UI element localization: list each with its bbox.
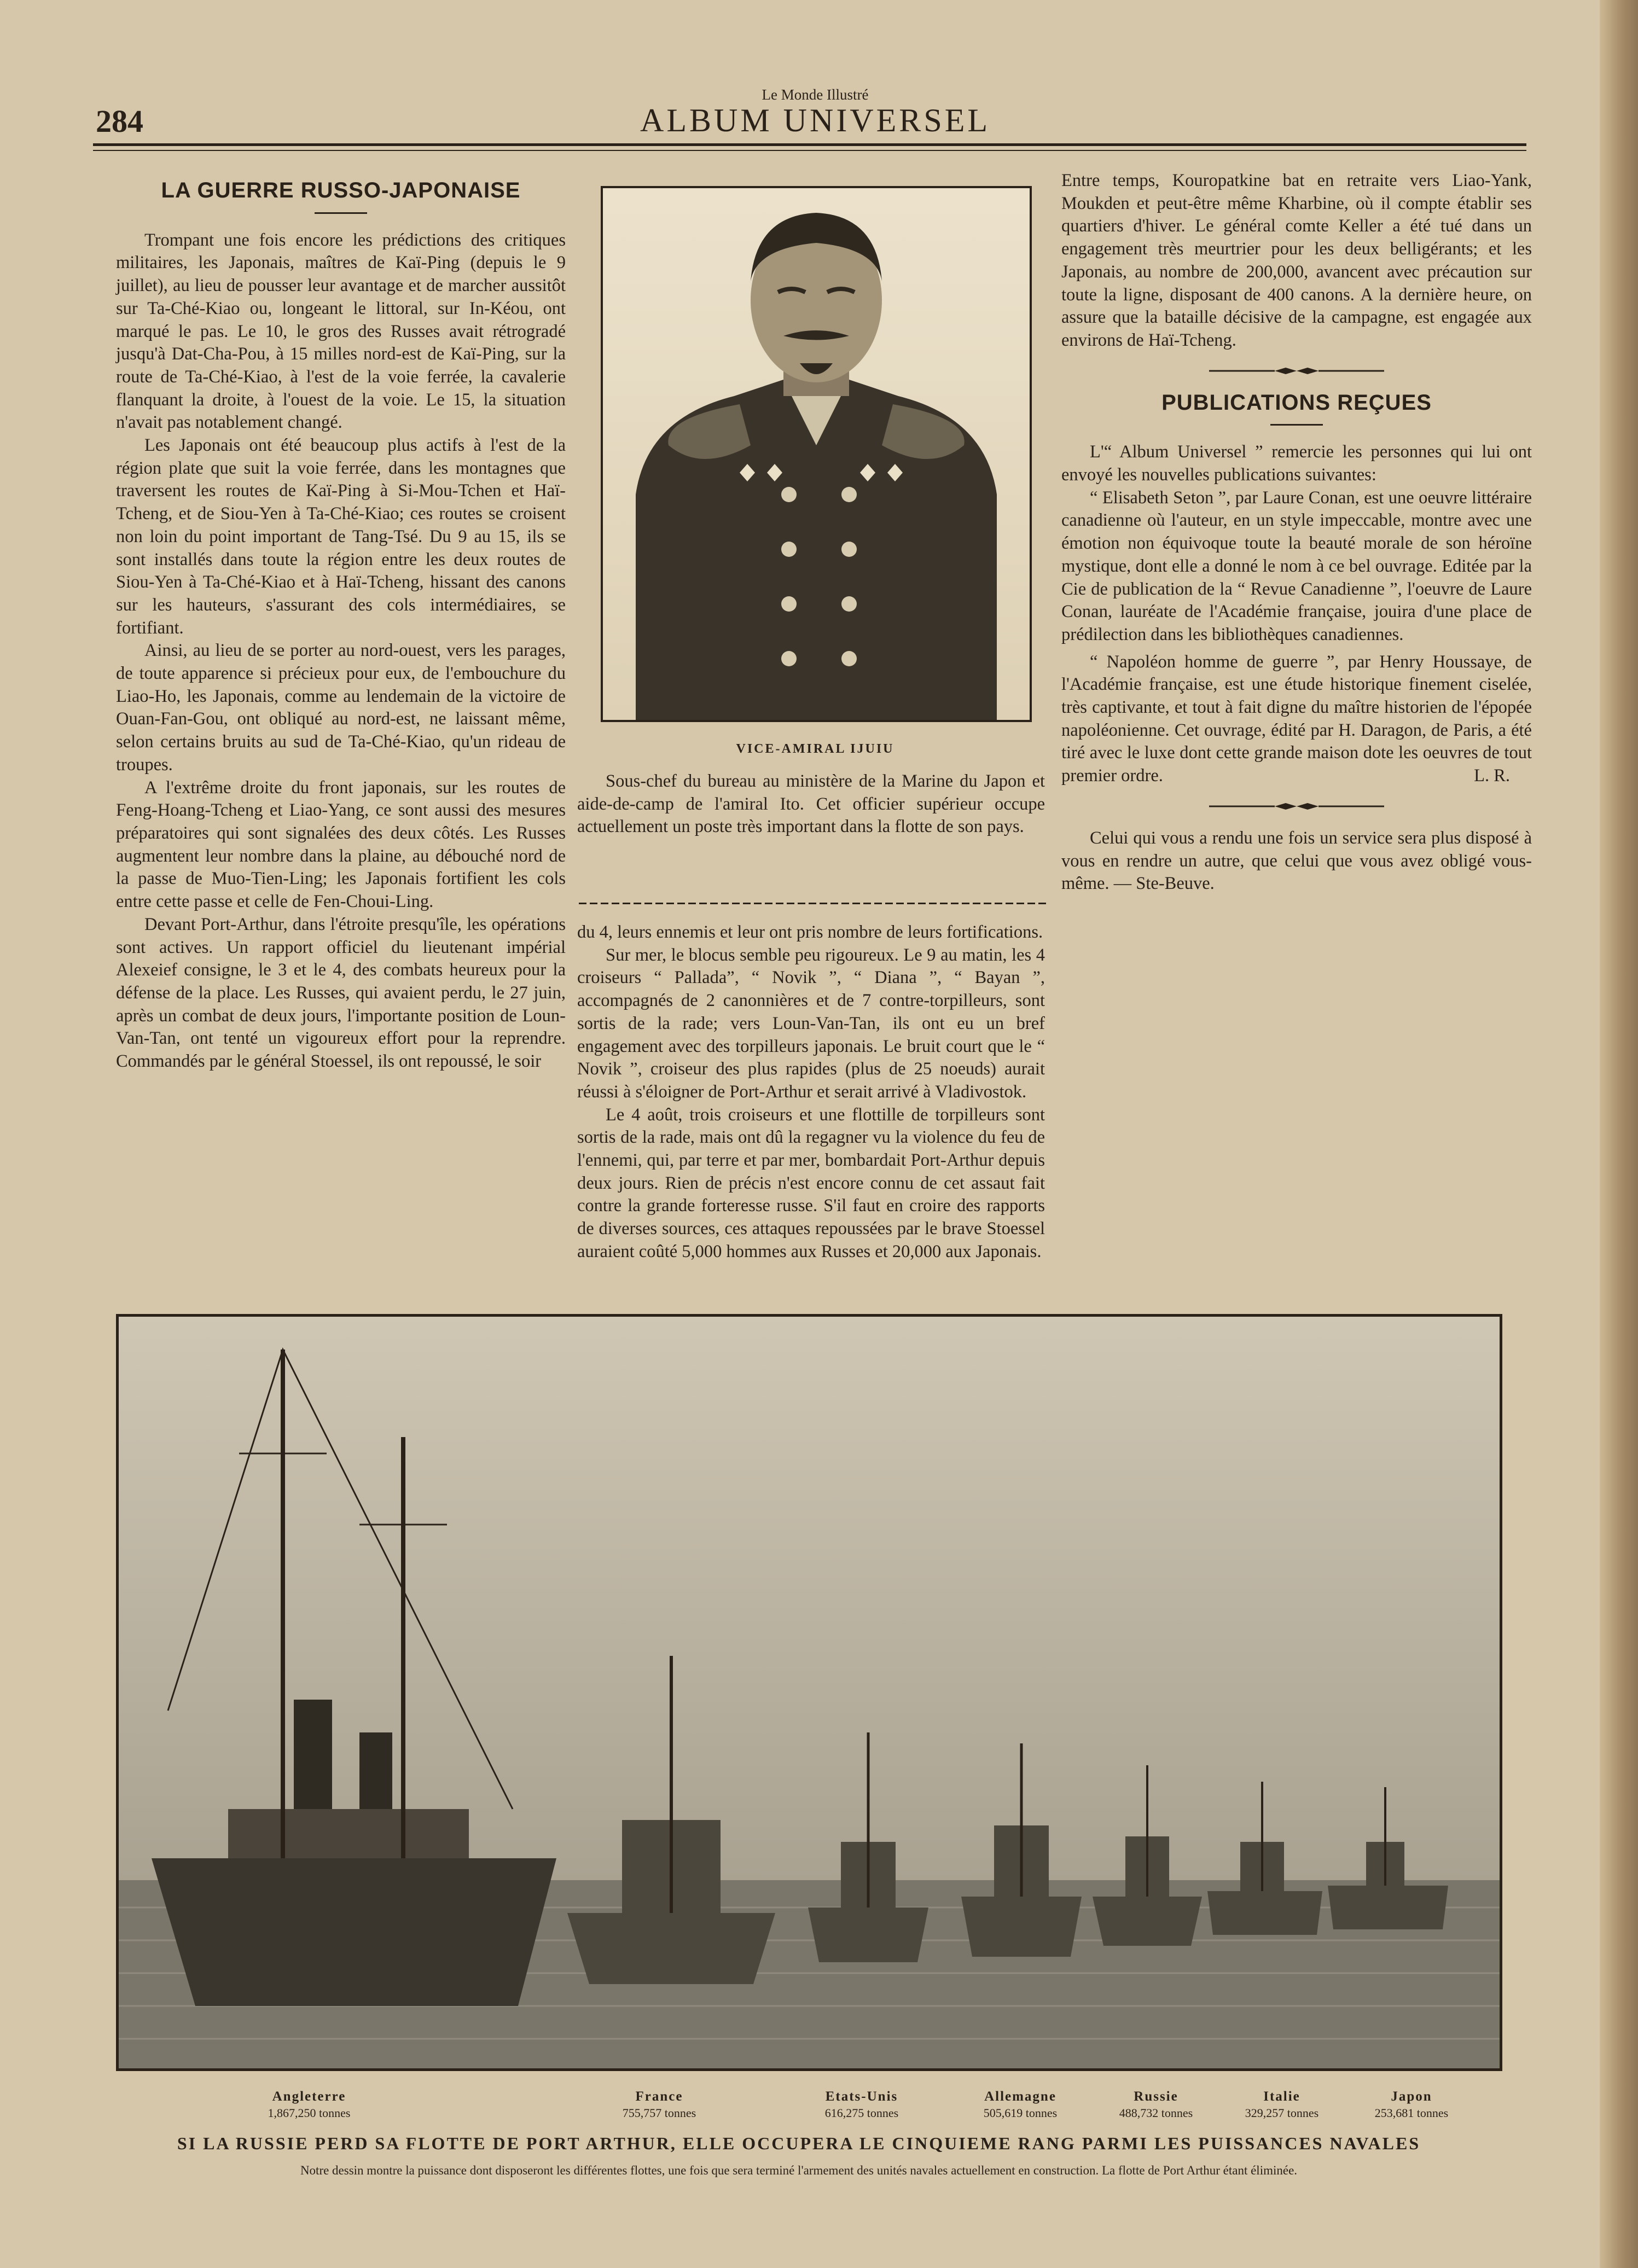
header-rule-thick [93, 143, 1526, 146]
article-column-1 [116, 179, 566, 1073]
page-spine-shadow [1600, 0, 1638, 2268]
publications-paragraph: “ Elisabeth Seton ”, par Laure Conan, est une oeuvre littéraire canadienne où l'auteur, en un style impeccable, montre avec une émotion non équivoque toute la beauté morale de son héroïne mystique, dont elle a donné le nom à ce bel ouvrage. Editée par la Cie de publication de la “ Revue Canadienne ”, l'oeuvre de Laure Conan, lauréate de l'Académie française, jouira d'une place de prédilection dans les bibliothèques canadiennes. [1061, 487, 1532, 644]
portrait-caption-text: Sous-chef du bureau au ministère de la Marine du Japon et aide-de-camp de l'amiral Ito. Cet officier supérieur occupe actuellement un poste très important dans la flotte de son pays. [577, 771, 1045, 837]
portrait-caption-title: VICE-AMIRAL IJUIU [736, 742, 894, 756]
article-title: LA GUERRE RUSSO-JAPONAISE [161, 178, 521, 202]
nation-tonnage: 755,757 tonnes [622, 2106, 696, 2120]
masthead-subtitle: Le Monde Illustré [762, 86, 869, 103]
article-paragraph: A l'extrême droite du front japonais, sur les routes de Feng-Hoang-Tcheng et Liao-Yang, ce sont aussi des mesures préparatoires qui sont signalées des deux côtés. Les Russes augmentent leur nombre dans la plaine, au débouché nord de la passe de Muo-Tien-Ling; les Japonais fortifient les cols entre cette passe et celle de Fen-Choui-Ling. [116, 777, 566, 912]
publications-paragraph-text: “ Napoléon homme de guerre ”, par Henry Houssaye, de l'Académie française, est une étude historique finement ciselée, très captivante, et tout à fait digne du maître historien de l'épopée napoléonienne. Cet ouvrage, édité par H. Daragon, de Paris, a été tiré avec le luxe dont cette grande maison dote les oeuvres de tout premier ordre. [1061, 652, 1532, 786]
article-paragraph: Trompant une fois encore les prédictions des critiques militaires, les Japonais, maîtres de Kaï-Ping (depuis le 9 juillet), au lieu de pousser leur avantage et de marcher aussitôt sur Ta-Ché-Kiao ou, longeant le littoral, sur In-Kéou, ont marqué le pas. Le 10, le gros des Russes avait rétrogradé jusqu'à Dat-Cha-Pou, à 15 milles nord-est de Kaï-Ping, sur la route de Ta-Ché-Kiao, à l'est de la voie ferrée, la cavalerie flanquant la droite, à l'ouest de la voie. Le 15, la situation n'avait pas notablement changé. [116, 230, 566, 433]
publications-paragraph [1061, 651, 1532, 788]
nation-tonnage: 616,275 tonnes [824, 2106, 899, 2120]
naval-fleets-illustration [116, 1314, 1502, 2071]
article-column-3 [1061, 170, 1532, 895]
article-paragraph: Entre temps, Kouropatkine bat en retraite vers Liao-Yank, Moukden et peut-être même Kharbine, où il compte établir ses quartiers d'hiver. Le général comte Keller a été tué dans un engagement très meurtrier pour les deux belligérants; et les Japonais, au nombre de 200,000, avancent avec précaution sur toute la ligne, disposant de 400 canons. A la dernière heure, on assure que la bataille décisive de la campagne, est engagée aux environs de Haï-Tcheng. [1061, 171, 1532, 350]
article-paragraph: Les Japonais ont été beaucoup plus actifs à l'est de la région plate que suit la voie ferrée, dans les montagnes que traversent les routes de Kaï-Ping à Si-Mou-Tchen et Haï-Tcheng, et de Siou-Yen à Ta-Ché-Kiao; ces routes se croisent non loin du point important de Tang-Tsé. Du 9 au 15, ils se sont installés dans toute la région entre les deux routes de Siou-Yen à Ta-Ché-Kiao et à Haï-Tcheng, hissant des canons sur les hauteurs, s'assurant des cols intermédiaires, se fortifiant. [116, 435, 566, 638]
nation-tonnage: 253,681 tonnes [1374, 2106, 1449, 2120]
nation-label: Japon [1391, 2089, 1432, 2104]
nation-label: Angleterre [272, 2089, 346, 2104]
portrait-illustration [601, 186, 1032, 722]
nation-label: Russie [1134, 2089, 1178, 2104]
section-ornament [1061, 800, 1532, 811]
admiral-portrait-image [603, 188, 1030, 720]
article-paragraph: Devant Port-Arthur, dans l'étroite presqu'île, les opérations sont actives. Un rapport officiel du lieutenant impérial Alexeief consigne, le 3 et le 4, des combats heureux pour la défense de la place. Les Russes, qui avaient perdu, le 27 juin, après un combat de deux jours, l'importante position de Loun-Van-Tan, ont tenté un vigoureux effort pour la reprendre. Commandés par le général Stoessel, ils ont repoussé, le soir [116, 914, 566, 1072]
publications-paragraph: L'“ Album Universel ” remercie les personnes qui lui ont envoyé les nouvelles publications suivantes: [1061, 442, 1532, 485]
nation-label: Allemagne [984, 2089, 1056, 2104]
warships-image [119, 1317, 1500, 2068]
nation-label: France [635, 2089, 683, 2104]
nation-label: Italie [1263, 2089, 1300, 2104]
nation-tonnage: 488,732 tonnes [1119, 2106, 1193, 2120]
article-column-2 [577, 921, 1045, 1264]
article-paragraph: Ainsi, au lieu de se porter au nord-ouest, vers les parages, de toute apparence si précieux pour eux, de l'embouchure du Liao-Ho, les Japonais, comme au lendemain de la victoire de Ouan-Fan-Gou, ont obliqué au nord-est, ne laissant même, selon certains bruits au sud de Ta-Ché-Kiao, qu'un rideau de troupes. [116, 641, 566, 775]
section-ornament [1061, 364, 1532, 375]
title-underline [315, 212, 367, 214]
nation-tonnage: 329,257 tonnes [1245, 2106, 1319, 2120]
nation-tonnage: 505,619 tonnes [983, 2106, 1058, 2120]
article-paragraph: du 4, leurs ennemis et leur ont pris nombre de leurs fortifications. [577, 922, 1043, 942]
portrait-caption [577, 770, 1045, 839]
column-divider-wavy [579, 903, 1048, 904]
header-rule-thin [93, 150, 1526, 151]
publications-signature: L. R. [1474, 766, 1510, 786]
illustration-title: SI LA RUSSIE PERD SA FLOTTE DE PORT ARTHUR, ELLE OCCUPERA LE CINQUIEME RANG PARMI LES PUISSANCES NAVALES [177, 2133, 1421, 2153]
article-paragraph: Sur mer, le blocus semble peu rigoureux. Le 9 au matin, les 4 croiseurs “ Pallada”, “ Novik ”, “ Diana ”, “ Bayan ”, accompagnés de 2 canonnières et de 7 contre-torpilleurs, sont sortis de la rade; vers Loun-Van-Tan, ils ont eu un bref engagement avec des torpilleurs japonais. Le bruit court que le “ Novik ”, croiseur des plus rapides (plus de 25 noeuds) aurait réussi à s'éloigner de Port-Arthur et serait arrivé à Vladivostok. [577, 945, 1045, 1102]
nation-label: Etats-Unis [825, 2089, 898, 2104]
illustration-note: Notre dessin montre la puissance dont disposeront les différentes flottes, une fois que sera terminé l'armement des unités navales actuellement en construction. La flotte de Port Arthur étant éliminée. [300, 2164, 1298, 2177]
publications-title: PUBLICATIONS REÇUES [1161, 390, 1432, 415]
page-number: 284 [96, 103, 143, 139]
publications-underline [1270, 424, 1323, 426]
masthead-title: ALBUM UNIVERSEL [640, 102, 990, 138]
article-paragraph: Le 4 août, trois croiseurs et une flottille de torpilleurs sont sortis de la rade, mais ont dû la regagner vu la violence du feu de l'ennemi, qui, par terre et par mer, bombardait Port-Arthur depuis deux jours. Rien de précis n'est encore connu de cet assaut fait contre la grande forteresse russe. S'il faut en croire des rapports de diverses sources, ces attaques repoussées par le brave Stoessel auraient coûté 5,000 hommes aux Russes et 20,000 aux Japonais. [577, 1104, 1045, 1261]
quote-paragraph: Celui qui vous a rendu une fois un service sera plus disposé à vous en rendre un autre, que celui que vous avez obligé vous-même. — Ste-Beuve. [1061, 828, 1532, 894]
nation-tonnage: 1,867,250 tonnes [268, 2106, 351, 2120]
